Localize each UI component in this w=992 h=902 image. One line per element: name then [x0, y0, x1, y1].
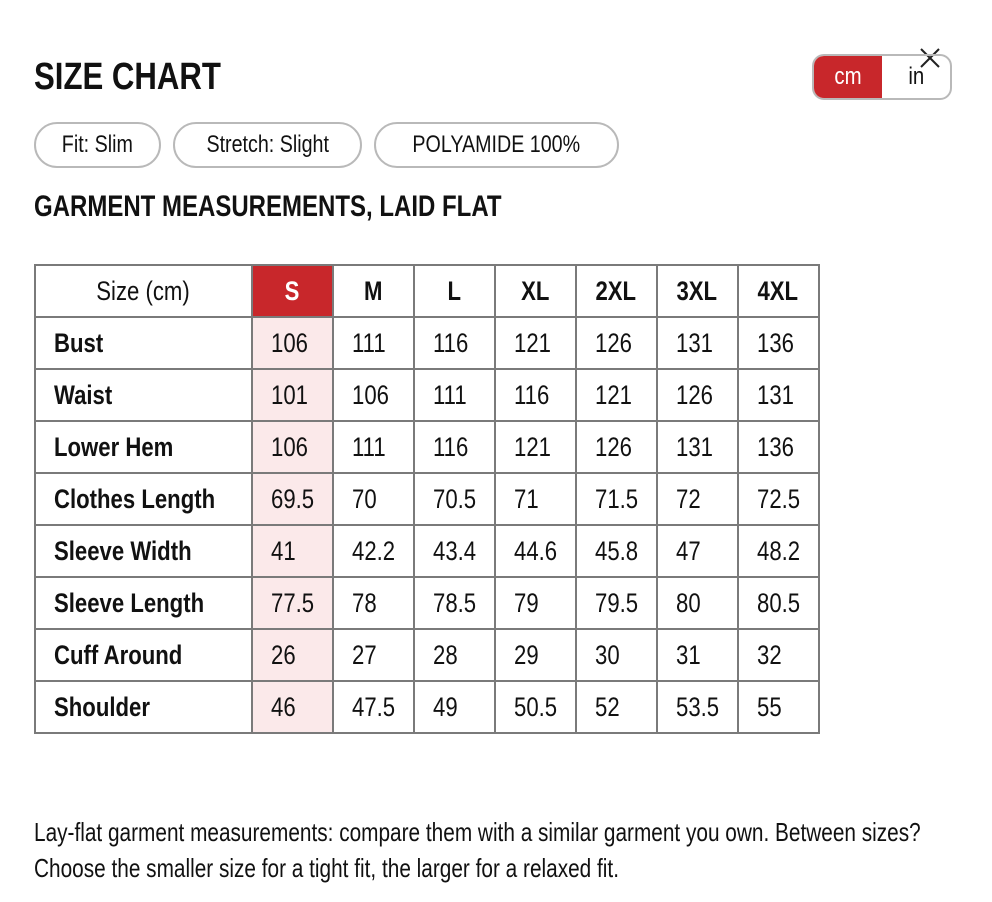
table-cell: 69.5 [252, 473, 333, 525]
table-cell: 44.6 [495, 525, 576, 577]
table-cell: 70.5 [414, 473, 495, 525]
row-label: Sleeve Width [35, 525, 252, 577]
unit-option-cm[interactable]: cm [814, 56, 882, 98]
table-row [35, 681, 819, 733]
table-cell: 72 [657, 473, 738, 525]
table-row [35, 473, 819, 525]
table-cell: 131 [657, 317, 738, 369]
table-cell: 46 [252, 681, 333, 733]
table-cell: 136 [738, 317, 819, 369]
size-header-3xl[interactable]: 3XL [657, 265, 738, 317]
table-cell: 78.5 [414, 577, 495, 629]
size-header-m[interactable]: M [333, 265, 414, 317]
table-cell: 26 [252, 629, 333, 681]
table-cell: 131 [738, 369, 819, 421]
table-cell: 79 [495, 577, 576, 629]
table-row [35, 369, 819, 421]
table-cell: 126 [657, 369, 738, 421]
row-label: Lower Hem [35, 421, 252, 473]
table-cell: 71 [495, 473, 576, 525]
table-cell: 48.2 [738, 525, 819, 577]
table-cell: 47 [657, 525, 738, 577]
table-cell: 106 [252, 421, 333, 473]
table-corner-label: Size (cm) [35, 265, 252, 317]
size-header-s[interactable]: S [252, 265, 333, 317]
table-row [35, 317, 819, 369]
table-cell: 131 [657, 421, 738, 473]
table-cell: 30 [576, 629, 657, 681]
size-header-xl[interactable]: XL [495, 265, 576, 317]
table-cell: 121 [576, 369, 657, 421]
table-cell: 70 [333, 473, 414, 525]
table-row [35, 577, 819, 629]
row-label: Shoulder [35, 681, 252, 733]
unit-option-in[interactable]: in [908, 63, 924, 90]
table-cell: 101 [252, 369, 333, 421]
table-cell: 47.5 [333, 681, 414, 733]
table-cell: 111 [414, 369, 495, 421]
table-cell: 43.4 [414, 525, 495, 577]
table-cell: 55 [738, 681, 819, 733]
table-cell: 52 [576, 681, 657, 733]
table-cell: 78 [333, 577, 414, 629]
table-cell: 45.8 [576, 525, 657, 577]
table-cell: 41 [252, 525, 333, 577]
table-cell: 80 [657, 577, 738, 629]
section-title: GARMENT MEASUREMENTS, LAID FLAT [34, 190, 502, 223]
chip-material: POLYAMIDE 100% [374, 122, 619, 168]
size-header-2xl[interactable]: 2XL [576, 265, 657, 317]
table-cell: 27 [333, 629, 414, 681]
chip-stretch: Stretch: Slight [173, 122, 362, 168]
row-label: Waist [35, 369, 252, 421]
table-cell: 116 [414, 317, 495, 369]
table-cell: 79.5 [576, 577, 657, 629]
table-cell: 111 [333, 421, 414, 473]
table-cell: 77.5 [252, 577, 333, 629]
table-cell: 72.5 [738, 473, 819, 525]
table-cell: 106 [333, 369, 414, 421]
table-cell: 29 [495, 629, 576, 681]
table-cell: 116 [414, 421, 495, 473]
table-cell: 80.5 [738, 577, 819, 629]
table-cell: 121 [495, 317, 576, 369]
table-cell: 71.5 [576, 473, 657, 525]
size-table [34, 264, 820, 734]
unit-toggle [812, 54, 952, 100]
row-label: Sleeve Length [35, 577, 252, 629]
table-cell: 49 [414, 681, 495, 733]
page-title: SIZE CHART [34, 56, 221, 98]
table-cell: 31 [657, 629, 738, 681]
table-cell: 136 [738, 421, 819, 473]
table-cell: 42.2 [333, 525, 414, 577]
chip-fit: Fit: Slim [34, 122, 161, 168]
table-cell: 121 [495, 421, 576, 473]
table-cell: 126 [576, 421, 657, 473]
table-row [35, 421, 819, 473]
row-label: Clothes Length [35, 473, 252, 525]
table-cell: 116 [495, 369, 576, 421]
attribute-chips [34, 122, 619, 168]
table-cell: 28 [414, 629, 495, 681]
table-header-row [35, 265, 819, 317]
table-cell: 111 [333, 317, 414, 369]
row-label: Bust [35, 317, 252, 369]
table-cell: 106 [252, 317, 333, 369]
table-row [35, 525, 819, 577]
size-header-l[interactable]: L [414, 265, 495, 317]
table-cell: 126 [576, 317, 657, 369]
table-row [35, 629, 819, 681]
size-header-4xl[interactable]: 4XL [738, 265, 819, 317]
table-cell: 32 [738, 629, 819, 681]
table-cell: 53.5 [657, 681, 738, 733]
row-label: Cuff Around [35, 629, 252, 681]
fit-note: Lay-flat garment measurements: compare them with a similar garment you own. Between sizes? Choose the smaller size for a tight fit, the larger for a relaxed fit. [34, 817, 921, 883]
table-cell: 50.5 [495, 681, 576, 733]
